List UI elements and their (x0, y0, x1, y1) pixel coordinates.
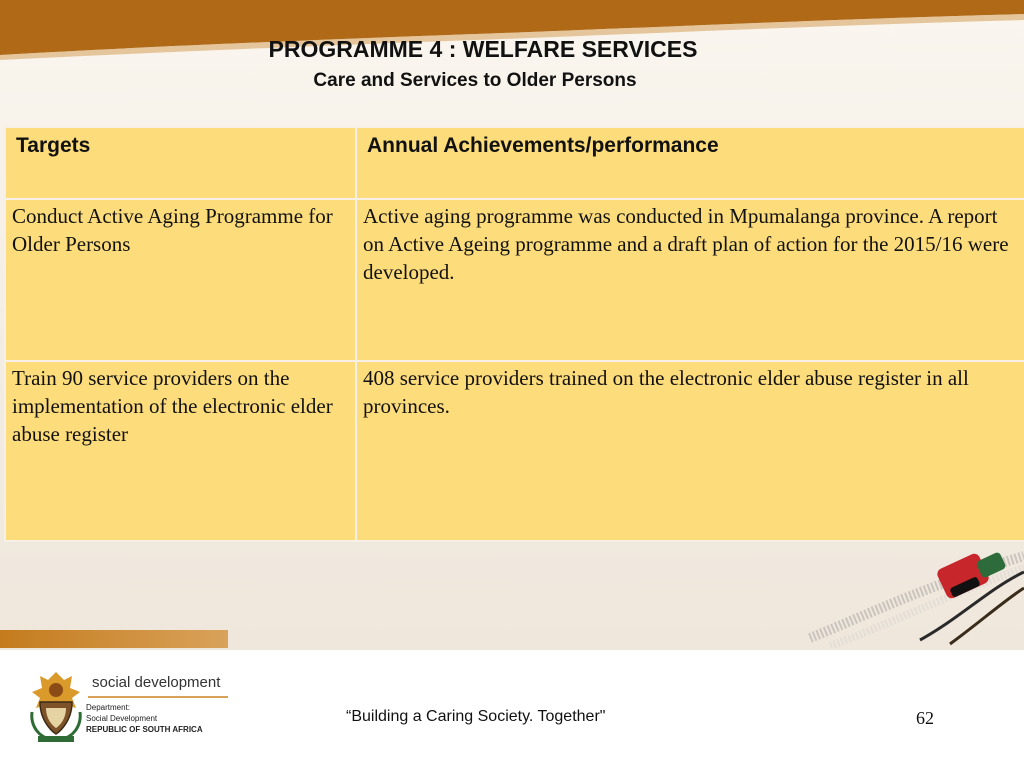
table-row (5, 199, 1024, 361)
brand-name: social development (92, 674, 221, 691)
target-cell: Conduct Active Aging Programme for Older Persons (5, 199, 356, 361)
achievement-cell: 408 service providers trained on the electronic elder abuse register in all provinces. (356, 361, 1024, 541)
page-subtitle: Care and Services to Older Persons (313, 70, 637, 91)
coat-of-arms-icon (26, 668, 86, 744)
department-line: Department: (86, 703, 131, 712)
column-header-achievements: Annual Achievements/performance (356, 127, 1024, 199)
page-title: PROGRAMME 4 : WELFARE SERVICES (268, 36, 698, 62)
department-country: REPUBLIC OF SOUTH AFRICA (86, 725, 203, 734)
achievement-cell: Active aging programme was conducted in Mpumalanga province. A report on Active Ageing programme and a draft plan of action for the 2015/16 were developed. (356, 199, 1024, 361)
column-header-targets: Targets (5, 127, 356, 199)
beadwork-decoration-icon (800, 548, 1024, 648)
targets-table (4, 126, 1024, 542)
department-line: Social Development (86, 714, 158, 723)
table-row (5, 361, 1024, 541)
department-label (86, 702, 203, 735)
target-cell: Train 90 service providers on the implementation of the electronic elder abuse register (5, 361, 356, 541)
footer-slogan: “Building a Caring Society. Together" (346, 708, 606, 725)
bottom-accent-band (0, 630, 228, 648)
page-number: 62 (916, 708, 934, 728)
table-header-row (5, 127, 1024, 199)
brand-divider (88, 696, 228, 698)
